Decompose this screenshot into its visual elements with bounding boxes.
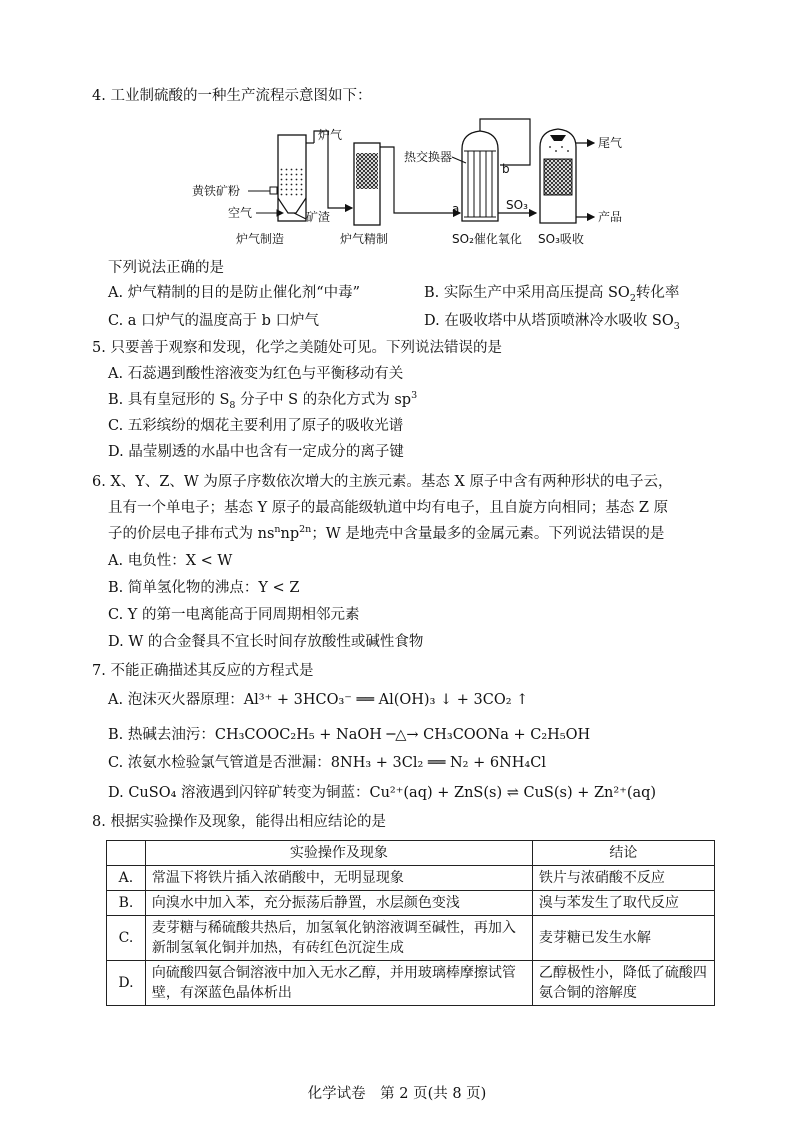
port-b-label: b [502,162,510,176]
air-label: 空气 [228,206,253,220]
q4-option-a: A. 炉气精制的目的是防止催化剂“中毒” [108,285,361,301]
row-operation: 常温下将铁片插入浓硝酸中，无明显现象 [145,866,532,891]
table-row [107,961,715,1006]
furnace-vessel [278,135,314,221]
row-label: B. [107,891,146,916]
sulfuric-acid-flow-diagram [190,113,660,253]
q4-prompt: 下列说法正确的是 [108,260,224,276]
row-label: C. [107,916,146,961]
stage-furnace-label: 炉气制造 [236,232,285,246]
row-conclusion: 乙醇极性小，降低了硫酸四氨合铜的溶解度 [532,961,714,1006]
q6-option-d: D. W 的合金餐具不宜长时间存放酸性或碱性食物 [108,634,424,650]
port-a-label: a [452,202,460,216]
heat-exchanger-label: 热交换器 [404,150,453,164]
q4-option-d: D. 在吸收塔中从塔顶喷淋冷水吸收 $SO_3$ [424,313,680,332]
q6-stem-line1: 6. X、Y、Z、W 为原子序数依次增大的主族元素。基态 X 原子中含有两种形状的电子云， [92,474,673,490]
q6-stem-line3: 子的价层电子排布式为 $ns^nnp^{2n}$；W 是地壳中含量最多的金属元素。下列说法错误的是 [108,524,665,542]
q6-option-b: B. 简单氢化物的沸点：Y < Z [108,580,300,596]
q6-option-a: A. 电负性：X < W [108,553,233,569]
stage-oxidation-label: SO₂催化氧化 [452,232,522,246]
q7-option-b: B. 热碱去油污：CH₃COOC₂H₅ + NaOH ─△→ CH₃COONa + C₂H₅OH [108,727,591,743]
table-row [107,916,715,961]
row-conclusion: 麦芽糖已发生水解 [532,916,714,961]
absorber-vessel [540,129,576,223]
header-operation: 实验操作及现象 [145,841,532,866]
row-label: A. [107,866,146,891]
q5-option-c: C. 五彩缤纷的烟花主要利用了原子的吸收光谱 [108,418,404,434]
row-operation: 向硫酸四氨合铜溶液中加入无水乙醇，并用玻璃棒摩擦试管壁，有深蓝色晶体析出 [145,961,532,1006]
q7-option-d: D. CuSO₄ 溶液遇到闪锌矿转变为铜蓝：Cu²⁺(aq) + ZnS(s) ⇌ CuS(s) + Zn²⁺(aq) [108,785,657,801]
so3-flow-label: SO₃ [506,198,528,212]
row-conclusion: 铁片与浓硝酸不反应 [532,866,714,891]
q5-option-a: A. 石蕊遇到酸性溶液变为红色与平衡移动有关 [108,366,404,382]
header-conclusion: 结论 [532,841,714,866]
row-operation: 向溴水中加入苯，充分振荡后静置，水层颜色变浅 [145,891,532,916]
q4-option-b: B. 实际生产中采用高压提高 $SO_2$转化率 [424,285,680,304]
page-footer: 化学试卷 第 2 页(共 8 页) [307,1086,487,1102]
q6-option-c: C. Y 的第一电离能高于同周期相邻元素 [108,607,360,623]
q7-option-a: A. 泡沫灭火器原理：Al³⁺ + 3HCO₃⁻ ══ Al(OH)₃ ↓ + 3CO₂ ↑ [108,692,529,708]
stage-purify-label: 炉气精制 [340,232,389,246]
purifier-vessel [354,143,380,225]
stage-absorb-label: SO₃吸收 [538,232,584,246]
tail-gas-label: 尾气 [598,136,623,150]
table-row [107,866,715,891]
slag-label: 矿渣 [306,210,331,224]
row-operation: 麦芽糖与稀硫酸共热后，加氢氧化钠溶液调至碱性，再加入新制氢氧化铜并加热，有砖红色沉淀生成 [145,916,532,961]
q4-option-c: C. a 口炉气的温度高于 b 口炉气 [108,313,320,329]
table-header-row [107,841,715,866]
row-label: D. [107,961,146,1006]
q8-stem: 8. 根据实验操作及现象，能得出相应结论的是 [92,814,386,830]
row-conclusion: 溴与苯发生了取代反应 [532,891,714,916]
q7-stem: 7. 不能正确描述其反应的方程式是 [92,663,314,679]
product-label: 产品 [598,210,623,224]
q5-stem: 5. 只要善于观察和发现，化学之美随处可见。下列说法错误的是 [92,340,502,356]
q4-stem: 4. 工业制硫酸的一种生产流程示意图如下： [92,88,372,104]
q6-stem-line2: 且有一个单电子；基态 Y 原子的最高能级轨道中均有电子，且自旋方向相同；基态 Z 原 [108,500,669,516]
q7-option-c: C. 浓氨水检验氯气管道是否泄漏：8NH₃ + 3Cl₂ ══ N₂ + 6NH₄Cl [108,755,546,771]
q5-option-d: D. 晶莹剔透的水晶中也含有一定成分的离子键 [108,444,404,460]
experiment-table [106,840,715,1006]
q5-option-b: B. 具有皇冠形的 $S_8$ 分子中 S 的杂化方式为 $sp^3$ [108,390,418,411]
pyrite-label: 黄铁矿粉 [192,184,241,198]
header-label-cell [107,841,146,866]
table-row [107,891,715,916]
furnace-gas-label: 炉气 [318,128,343,142]
converter-vessel [462,131,498,221]
